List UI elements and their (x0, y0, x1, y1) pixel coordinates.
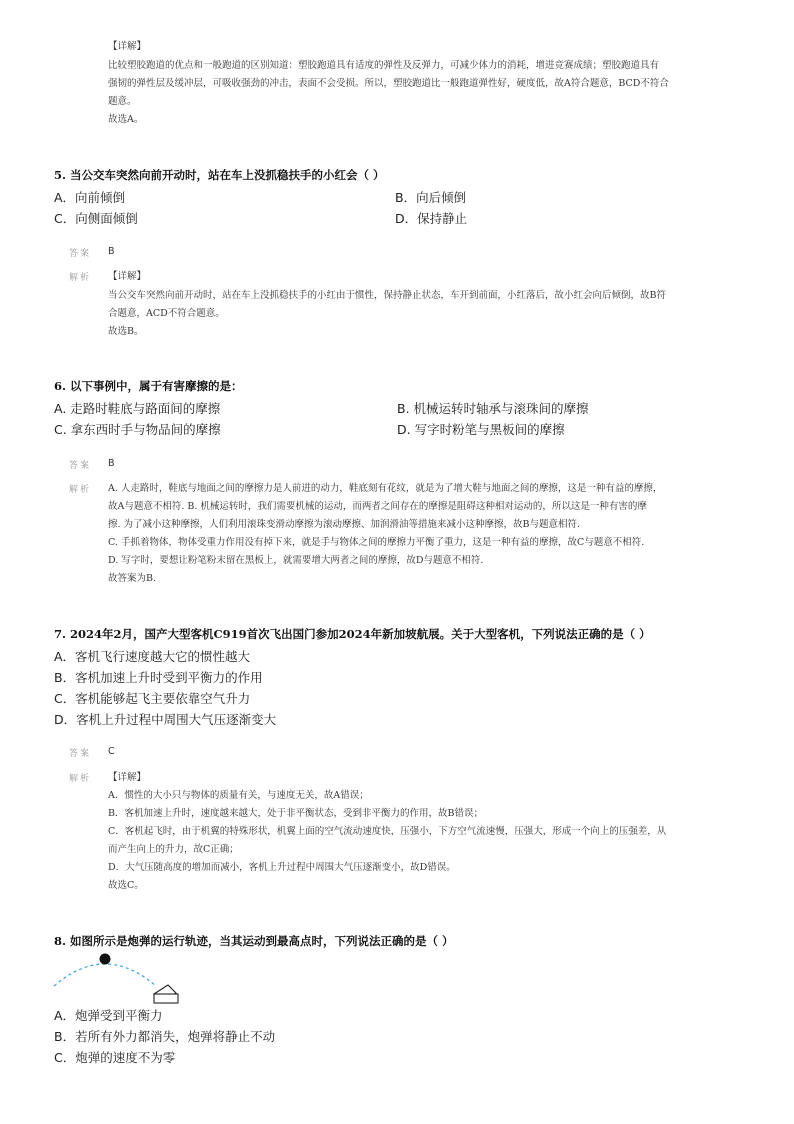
q7-detail-line-3: C．客机起飞时，由于机翼的特殊形状，机翼上面的空气流动速度快，压强小，下方空气流速慢，压强大，形成一个向上的压强差，从 (108, 826, 667, 837)
prev-detail-line-2: 强韧的弹性层及缓冲层，可吸收强劲的冲击，表面不会受损。所以，塑胶跑道比一般跑道弹性好，硬度低，故A符合题意，BCD不符合 (108, 78, 669, 89)
q7-answer: C (108, 746, 115, 757)
prev-detail-line-4: 故选A。 (108, 114, 144, 125)
cannonball-icon (100, 954, 111, 965)
q6-analysis-tag: 解析 (69, 485, 92, 495)
q5-answer: B (108, 246, 115, 257)
q7-option-a: A．客机飞行速度越大它的惯性越大 (54, 649, 251, 664)
q8-option-b: B．若所有外力都消失，炮弹将静止不动 (54, 1029, 276, 1044)
q7-option-c: C．客机能够起飞主要依靠空气升力 (54, 691, 251, 706)
q6-option-a: A. 走路时鞋底与路面间的摩擦 (54, 401, 221, 416)
q5-detail-line-2: 合题意，ACD不符合题意。 (108, 308, 225, 319)
q5-option-d: D．保持静止 (395, 211, 468, 226)
cannon-icon (154, 985, 178, 1003)
q6-detail-line-5: D. 写字时，要想让粉笔粉末留在黑板上，就需要增大两者之间的摩擦，故D与题意不相符. (108, 555, 484, 566)
q6-option-c: C. 拿东西时手与物品间的摩擦 (54, 422, 221, 437)
prev-detail-line-1: 比较塑胶跑道的优点和一般跑道的区别知道：塑胶跑道具有适度的弹性及反弹力，可减少体力的消耗，增进竞赛成绩；塑胶跑道具有 (108, 60, 660, 71)
q7-detail-line-6: 故选C。 (108, 880, 144, 891)
q5-title: 5. 当公交车突然向前开动时，站在车上没抓稳扶手的小红会（ ） (54, 168, 385, 182)
q7-detail-line-5: D．大气压随高度的增加而减小，客机上升过程中周围大气压逐渐变小，故D错误。 (108, 862, 456, 873)
projectile-trajectory-figure (50, 948, 190, 1008)
q7-answer-tag: 答案 (69, 749, 92, 759)
prev-detail-bracket: 【详解】 (108, 41, 147, 52)
q5-detail-line-3: 故选B。 (108, 326, 144, 337)
q5-answer-tag: 答案 (69, 249, 92, 259)
q5-option-a: A．向前倾倒 (54, 190, 126, 205)
q7-detail-line-1: A．惯性的大小只与物体的质量有关，与速度无关，故A错误； (108, 790, 369, 801)
q7-detail-bracket: 【详解】 (108, 772, 147, 783)
q7-title: 7. 2024年2月，国产大型客机C919首次飞出国门参加2024年新加坡航展。关于大型客机，下列说法正确的是（ ） (54, 627, 651, 641)
q6-title: 6. 以下事例中，属于有害摩擦的是： (54, 379, 243, 393)
q7-detail-line-4: 而产生向上的升力，故C正确； (108, 844, 239, 855)
trajectory-path (54, 964, 156, 986)
q6-detail-line-2: 故A与题意不相符. B. 机械运转时，我们需要机械的运动，而两者之间存在的摩擦是阻碍这种相对运动的，所以这是一种有害的摩 (108, 501, 647, 512)
q6-detail-line-6: 故答案为B. (108, 573, 157, 584)
q7-option-b: B．客机加速上升时受到平衡力的作用 (54, 670, 263, 685)
q5-detail-bracket: 【详解】 (108, 271, 147, 282)
q6-detail-line-4: C. 手抓着物体，物体受重力作用没有掉下来，就是手与物体之间的摩擦力平衡了重力，这是一种有益的摩擦，故C与题意不相符. (108, 537, 645, 548)
prev-detail-line-3: 题意。 (108, 96, 137, 107)
q6-answer: B (108, 458, 115, 469)
q6-detail-line-1: A. 人走路时，鞋底与地面之间的摩擦力是人前进的动力，鞋底刻有花纹，就是为了增大鞋与地面之间的摩擦，这是一种有益的摩擦， (108, 483, 663, 494)
q5-analysis-tag: 解析 (69, 273, 92, 283)
q8-title: 8. 如图所示是炮弹的运行轨迹，当其运动到最高点时，下列说法正确的是（ ） (54, 934, 454, 948)
q5-detail-line-1: 当公交车突然向前开动时，站在车上没抓稳扶手的小红由于惯性，保持静止状态，车开到前面，小红落后，故小红会向后倾倒，故B符 (108, 290, 666, 301)
q6-detail-line-3: 擦. 为了减小这种摩擦，人们利用滚珠变滑动摩擦为滚动摩擦、加润滑油等措施来减小这种摩擦，故B与题意相符. (108, 519, 581, 530)
q6-answer-tag: 答案 (69, 461, 92, 471)
q5-option-b: B．向后倾倒 (395, 190, 467, 205)
q7-detail-line-2: B．客机加速上升时，速度越来越大，处于非平衡状态，受到非平衡力的作用，故B错误； (108, 808, 483, 819)
q7-option-d: D．客机上升过程中周围大气压逐渐变大 (54, 712, 277, 727)
q7-analysis-tag: 解析 (69, 774, 92, 784)
q8-option-c: C．炮弹的速度不为零 (54, 1050, 176, 1065)
q6-option-d: D. 写字时粉笔与黑板间的摩擦 (397, 422, 565, 437)
q8-option-a: A．炮弹受到平衡力 (54, 1008, 163, 1023)
q6-option-b: B. 机械运转时轴承与滚珠间的摩擦 (397, 401, 589, 416)
q5-option-c: C．向侧面倾倒 (54, 211, 138, 226)
